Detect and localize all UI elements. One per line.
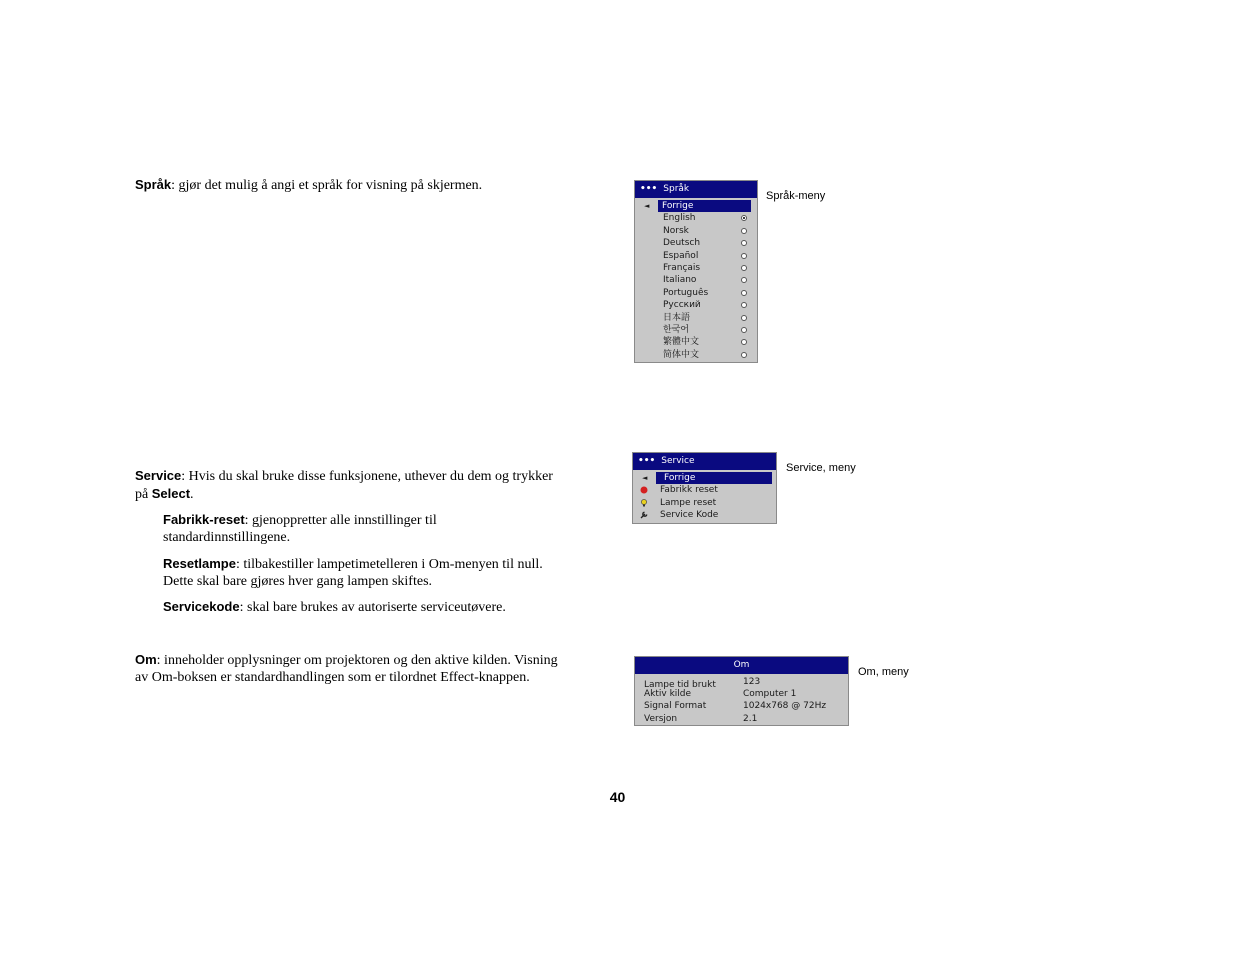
wrench-icon [640, 511, 648, 519]
radio-button[interactable] [741, 290, 747, 296]
left-arrow-icon: ◄ [644, 202, 650, 210]
service-item-label: Service Kode [660, 510, 719, 521]
sprak-text: : gjør det mulig å angi et språk for visning på skjermen. [171, 178, 483, 193]
servicekode-line1: : skal bare brukes av autoriserte serviceutøvere. [239, 600, 506, 615]
sprak-menu-caption: Språk-meny [766, 190, 826, 202]
resetlampe-line1: : tilbakestiller lampetimetelleren i Om-menyen til null. [235, 557, 543, 572]
service-text-line1: : Hvis du skal bruke disse funksjonene, uthever du dem og trykker [181, 469, 553, 484]
service-item-label: Fabrikk reset [660, 485, 718, 496]
service-menu-title-bar [633, 453, 776, 470]
service-menu [632, 452, 777, 524]
service-menu-item[interactable] [633, 484, 776, 496]
language-label: 日本語 [663, 312, 691, 323]
sprak-menu-title: Språk [663, 184, 690, 194]
sprak-menu-selected[interactable]: Forrige [658, 200, 751, 212]
lamp-icon [640, 499, 648, 507]
language-option[interactable] [635, 324, 757, 336]
om-menu-caption: Om, meny [858, 666, 909, 678]
language-option[interactable] [635, 349, 757, 361]
language-label: 한국어 [663, 324, 690, 335]
service-term: Service [135, 468, 182, 483]
language-label: Italiano [663, 275, 697, 286]
om-line1: : inneholder opplysninger om projektoren og den aktive kilden. Visning [156, 653, 558, 668]
radio-button[interactable] [741, 253, 747, 259]
om-menu-title: Om [733, 660, 750, 670]
radio-button[interactable] [741, 277, 747, 283]
servicekode-paragraph [163, 598, 506, 616]
om-info-row [635, 700, 848, 712]
fabrikk-reset-paragraph [163, 511, 437, 546]
language-label: Русский [663, 300, 701, 311]
radio-button[interactable] [741, 265, 747, 271]
service-paragraph [135, 467, 553, 503]
radio-button[interactable] [741, 327, 747, 333]
language-option[interactable] [635, 312, 757, 324]
menu-dots-icon: ••• [638, 456, 656, 466]
radio-button[interactable] [741, 228, 747, 234]
om-line2: av Om-boksen er standardhandlingen som er tilordnet Effect-knappen. [135, 670, 530, 685]
om-info-row [635, 713, 848, 725]
fabrikk-reset-line2: standardinnstillingene. [163, 530, 291, 545]
left-arrow-icon: ◄ [642, 474, 648, 482]
om-info-label: Aktiv kilde [644, 689, 692, 700]
language-label: Español [663, 250, 699, 261]
language-label: English [663, 213, 696, 224]
om-info-row [635, 676, 848, 688]
fabrikk-reset-line1: : gjenoppretter alle innstillinger til [244, 513, 437, 528]
om-info-value: 2.1 [743, 713, 758, 724]
language-option[interactable] [635, 250, 757, 262]
language-option[interactable] [635, 262, 757, 274]
om-term: Om [135, 652, 157, 667]
language-label: Deutsch [663, 238, 701, 249]
language-label: Português [663, 287, 709, 298]
om-menu-title-bar [635, 657, 848, 674]
language-label: Français [663, 262, 701, 273]
service-menu-item[interactable] [633, 509, 776, 521]
om-info-label: Lampe tid brukt [644, 680, 716, 690]
menu-dots-icon: ••• [640, 184, 658, 194]
language-option[interactable] [635, 237, 757, 249]
om-info-value: 1024x768 @ 72Hz [743, 701, 827, 712]
radio-button[interactable] [741, 339, 747, 345]
om-paragraph [135, 651, 558, 686]
sprak-menu-back-row[interactable] [635, 200, 757, 212]
language-option[interactable] [635, 287, 757, 299]
sprak-paragraph [135, 176, 482, 194]
sprak-term: Språk [135, 177, 172, 192]
radio-button[interactable] [741, 352, 747, 358]
service-menu-selected[interactable]: Forrige [656, 472, 772, 484]
sprak-menu [634, 180, 758, 363]
service-menu-item[interactable] [633, 497, 776, 509]
service-menu-caption: Service, meny [786, 462, 856, 474]
service-menu-back-row[interactable] [633, 472, 776, 484]
resetlampe-line2: Dette skal bare gjøres hver gang lampen skiftes. [163, 574, 433, 589]
red-circle-icon [640, 486, 648, 494]
language-option[interactable] [635, 212, 757, 224]
language-option[interactable] [635, 274, 757, 286]
language-option[interactable] [635, 336, 757, 348]
service-text-line2-post: . [190, 487, 194, 502]
service-text-line2-pre: på [135, 487, 152, 502]
sprak-menu-title-bar [635, 181, 757, 198]
om-info-label: Signal Format [644, 701, 707, 712]
language-label: 繁體中文 [663, 337, 700, 348]
page-number: 40 [609, 789, 626, 805]
select-term: Select [151, 486, 191, 501]
service-menu-title: Service [661, 456, 695, 466]
radio-button[interactable] [741, 215, 747, 221]
radio-button[interactable] [741, 315, 747, 321]
om-info-row [635, 688, 848, 700]
language-option[interactable] [635, 299, 757, 311]
resetlampe-term: Resetlampe [163, 556, 236, 571]
servicekode-term: Servicekode [163, 599, 240, 614]
om-menu [634, 656, 849, 726]
language-label: 简体中文 [663, 349, 700, 360]
fabrikk-reset-term: Fabrikk-reset [163, 512, 245, 527]
language-label: Norsk [663, 225, 689, 236]
radio-button[interactable] [741, 240, 747, 246]
service-item-label: Lampe reset [660, 497, 717, 508]
resetlampe-paragraph [163, 555, 543, 590]
radio-button[interactable] [741, 302, 747, 308]
language-option[interactable] [635, 225, 757, 237]
om-info-value: 123 [743, 677, 761, 687]
om-info-value: Computer 1 [743, 689, 797, 700]
om-info-label: Versjon [644, 713, 678, 724]
